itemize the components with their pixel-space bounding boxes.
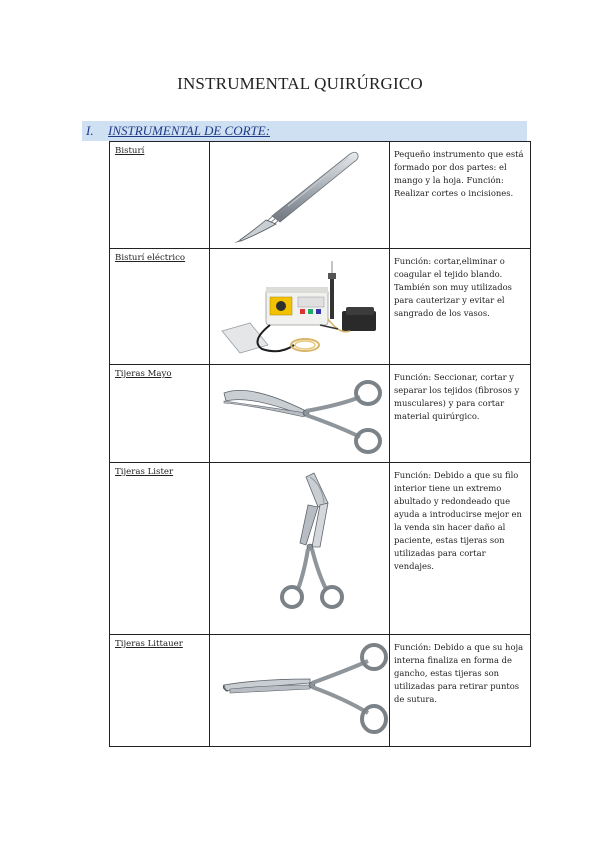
scalpel-image bbox=[210, 142, 389, 249]
instrument-name: Tijeras Lister bbox=[115, 467, 174, 477]
instrument-name: Bisturí bbox=[115, 146, 145, 156]
name-cell bbox=[110, 365, 210, 463]
image-cell bbox=[210, 463, 390, 635]
lister-scissors-image bbox=[210, 463, 389, 635]
instrument-description: Pequeño instrumento que está formado por dos partes: el mango y la hoja. Función: Realizar cortes o incisiones. bbox=[394, 149, 524, 198]
instrument-name: Tijeras Littauer bbox=[115, 639, 183, 649]
description-cell bbox=[390, 365, 531, 463]
section-heading bbox=[82, 121, 527, 141]
table-row bbox=[110, 365, 531, 463]
table-row bbox=[110, 635, 531, 747]
electrosurgical-unit-image bbox=[210, 249, 389, 365]
instrument-description: Función: Seccionar, cortar y separar los tejidos (fibrosos y musculares) y para cortar material quirúrgico. bbox=[394, 372, 520, 421]
table-row bbox=[110, 142, 531, 249]
table-row bbox=[110, 463, 531, 635]
name-cell bbox=[110, 249, 210, 365]
instrument-name: Bisturí eléctrico bbox=[115, 253, 186, 263]
littauer-scissors-image bbox=[210, 635, 389, 747]
instruments-table bbox=[109, 141, 531, 747]
instrument-description: Función: Debido a que su hoja interna finaliza en forma de gancho, estas tijeras son utilizadas para retirar puntos de sutura. bbox=[394, 642, 524, 704]
mayo-scissors-image bbox=[210, 365, 389, 463]
table-row bbox=[110, 249, 531, 365]
description-cell bbox=[390, 249, 531, 365]
section-title: INSTRUMENTAL DE CORTE: bbox=[108, 123, 271, 138]
image-cell bbox=[210, 365, 390, 463]
description-cell bbox=[390, 635, 531, 747]
name-cell bbox=[110, 142, 210, 249]
instrument-description: Función: Debido a que su filo interior tiene un extremo abultado y redondeado que ayuda a introducirse mejor en la venda sin hacer daño al paciente, estas tijeras son utilizadas para cortar vendajes. bbox=[394, 470, 522, 571]
image-cell bbox=[210, 249, 390, 365]
description-cell bbox=[390, 463, 531, 635]
description-cell bbox=[390, 142, 531, 249]
page-title: INSTRUMENTAL QUIRÚRGICO bbox=[177, 74, 423, 93]
name-cell bbox=[110, 635, 210, 747]
name-cell bbox=[110, 463, 210, 635]
instrument-name: Tijeras Mayo bbox=[115, 369, 172, 379]
instrument-description: Función: cortar,eliminar o coagular el tejido blando. También son muy utilizados para cauterizar y evitar el sangrado de los vasos. bbox=[394, 256, 512, 318]
image-cell bbox=[210, 142, 390, 249]
image-cell bbox=[210, 635, 390, 747]
section-number: I. bbox=[86, 123, 94, 138]
